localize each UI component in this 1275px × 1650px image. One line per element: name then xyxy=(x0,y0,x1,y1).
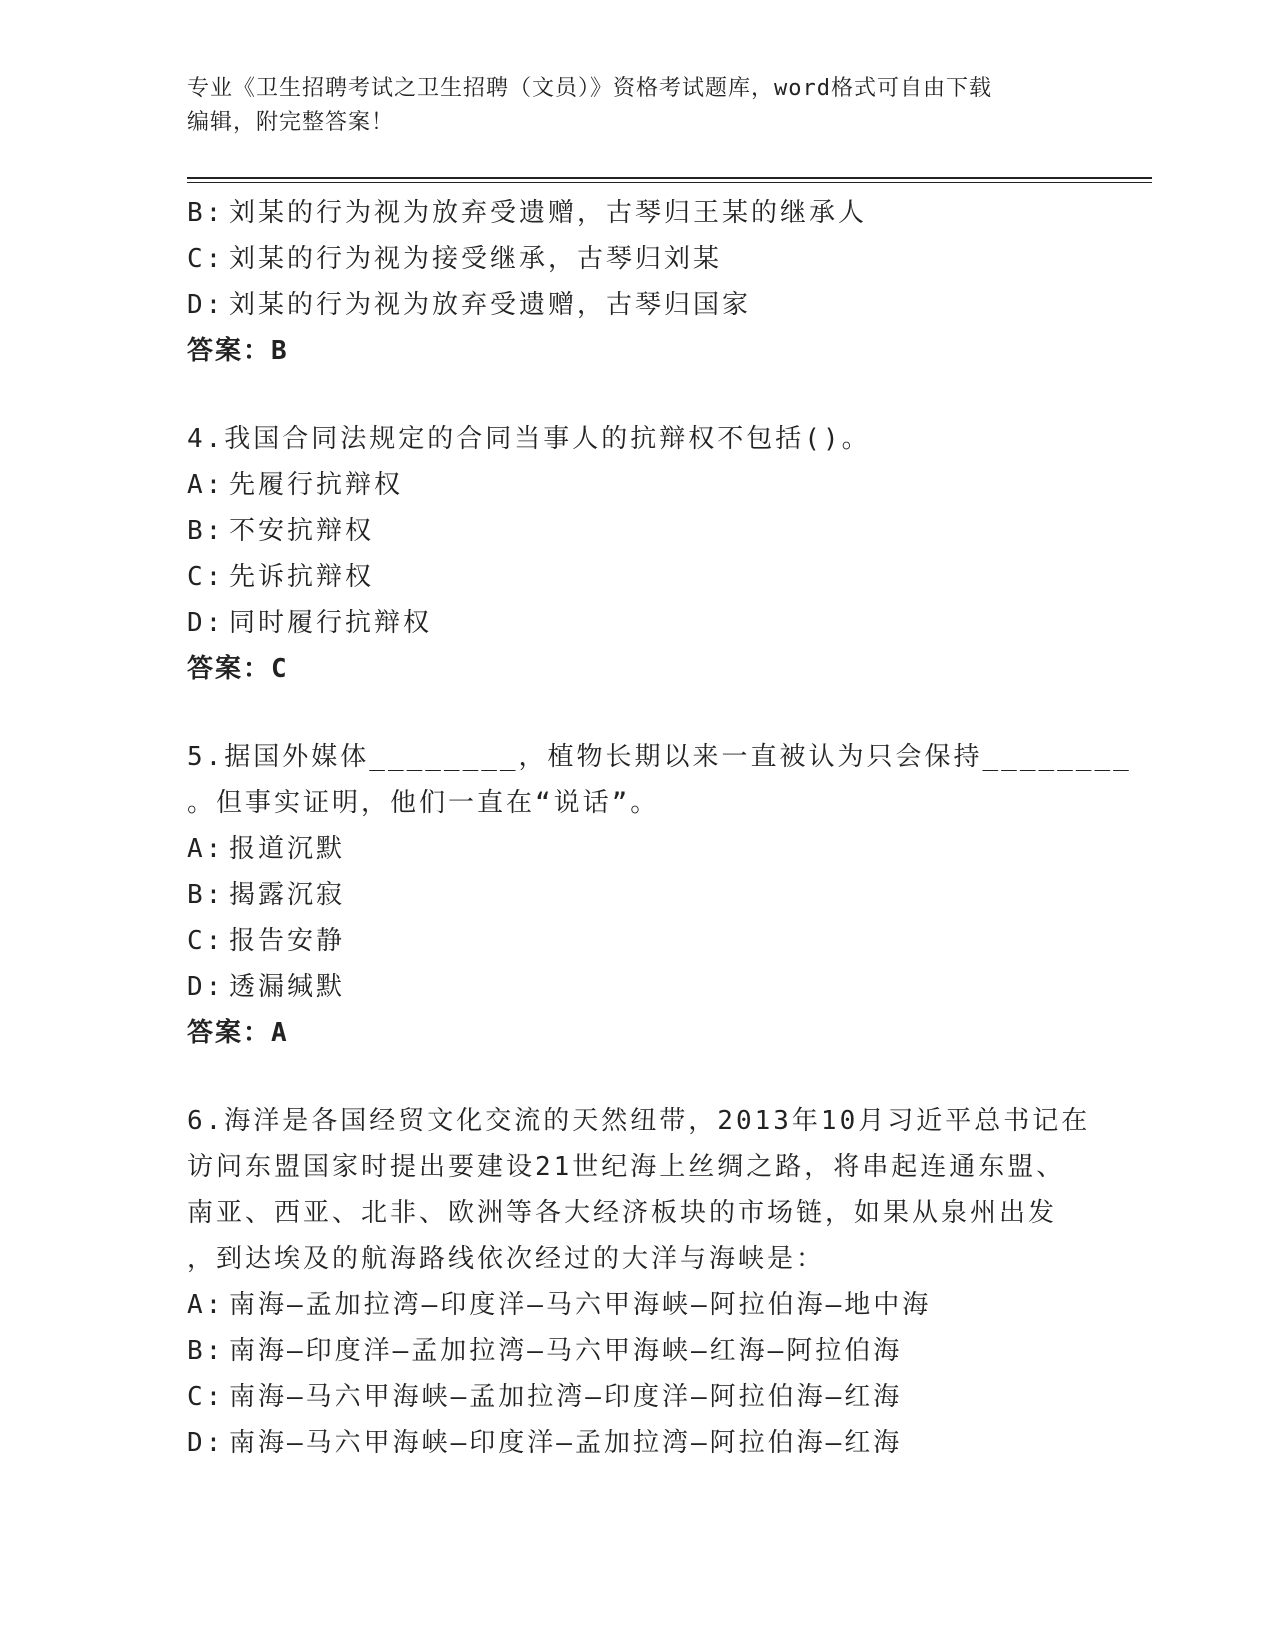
option-d xyxy=(187,964,1087,1010)
option-c xyxy=(187,236,1087,282)
option-letter: A: xyxy=(187,1290,225,1320)
option-letter: B: xyxy=(187,198,225,228)
option-text: 先履行抗辩权 xyxy=(229,470,404,500)
option-text: 刘某的行为视为放弃受遗赠，古琴归王某的继承人 xyxy=(229,198,868,228)
option-letter: D: xyxy=(187,290,225,320)
option-letter: B: xyxy=(187,880,225,910)
option-c xyxy=(187,1374,1087,1420)
question-stem-line-3: 南亚、西亚、北非、欧洲等各大经济板块的市场链，如果从泉州出发 xyxy=(187,1198,1058,1228)
option-d xyxy=(187,1420,1087,1466)
header-rule-thin xyxy=(187,182,1152,183)
question-stem-line-1: 5.据国外媒体________，植物长期以来一直被认为只会保持________ xyxy=(187,742,1132,772)
option-letter: B: xyxy=(187,1336,225,1366)
option-a xyxy=(187,826,1087,872)
option-a xyxy=(187,462,1087,508)
option-b xyxy=(187,872,1087,918)
option-text: 透漏缄默 xyxy=(229,972,346,1002)
option-letter: A: xyxy=(187,834,225,864)
option-d xyxy=(187,600,1087,646)
option-b xyxy=(187,190,1087,236)
option-text: 报道沉默 xyxy=(229,834,346,864)
option-text: 南海—马六甲海峡—印度洋—孟加拉湾—阿拉伯海—红海 xyxy=(229,1428,903,1458)
option-letter: C: xyxy=(187,926,225,956)
option-text: 报告安静 xyxy=(229,926,346,956)
question-stem-line-1: 6.海洋是各国经贸文化交流的天然纽带，2013年10月习近平总书记在 xyxy=(187,1106,1091,1136)
option-b xyxy=(187,1328,1087,1374)
option-b xyxy=(187,508,1087,554)
header-line-2: 编辑，附完整答案！ xyxy=(187,110,395,135)
question-stem-line-4: ，到达埃及的航海路线依次经过的大洋与海峡是： xyxy=(187,1244,826,1274)
option-letter: C: xyxy=(187,562,225,592)
option-letter: C: xyxy=(187,244,225,274)
option-letter: D: xyxy=(187,972,225,1002)
question-3-tail xyxy=(187,190,1087,374)
question-6 xyxy=(187,1098,1091,1466)
document-header xyxy=(187,72,1087,140)
option-a xyxy=(187,1282,1087,1328)
option-text: 刘某的行为视为接受继承，古琴归刘某 xyxy=(229,244,723,274)
option-text: 南海—马六甲海峡—孟加拉湾—印度洋—阿拉伯海—红海 xyxy=(229,1382,903,1412)
option-text: 同时履行抗辩权 xyxy=(229,608,433,638)
question-4 xyxy=(187,416,1087,692)
option-letter: D: xyxy=(187,1428,225,1458)
answer: 答案：A xyxy=(187,1018,289,1048)
option-d xyxy=(187,282,1087,328)
option-letter: A: xyxy=(187,470,225,500)
question-stem-line-2: 访问东盟国家时提出要建设21世纪海上丝绸之路，将串起连通东盟、 xyxy=(187,1152,1066,1182)
option-c xyxy=(187,554,1087,600)
question-body xyxy=(187,190,1132,1466)
option-text: 刘某的行为视为放弃受遗赠，古琴归国家 xyxy=(229,290,752,320)
question-stem: 4.我国合同法规定的合同当事人的抗辩权不包括()。 xyxy=(187,424,871,454)
option-text: 南海—印度洋—孟加拉湾—马六甲海峡—红海—阿拉伯海 xyxy=(229,1336,903,1366)
option-letter: B: xyxy=(187,516,225,546)
header-line-1: 专业《卫生招聘考试之卫生招聘（文员）》资格考试题库，word格式可自由下载 xyxy=(187,76,992,101)
option-text: 南海—孟加拉湾—印度洋—马六甲海峡—阿拉伯海—地中海 xyxy=(229,1290,932,1320)
question-stem-line-2: 。但事实证明，他们一直在“说话”。 xyxy=(187,788,660,818)
option-letter: C: xyxy=(187,1382,225,1412)
option-c xyxy=(187,918,1087,964)
header-rule-thick xyxy=(187,177,1152,179)
option-text: 先诉抗辩权 xyxy=(229,562,375,592)
option-letter: D: xyxy=(187,608,225,638)
question-5 xyxy=(187,734,1132,1056)
option-text: 揭露沉寂 xyxy=(229,880,346,910)
option-text: 不安抗辩权 xyxy=(229,516,375,546)
answer: 答案：B xyxy=(187,336,289,366)
answer: 答案：C xyxy=(187,654,289,684)
